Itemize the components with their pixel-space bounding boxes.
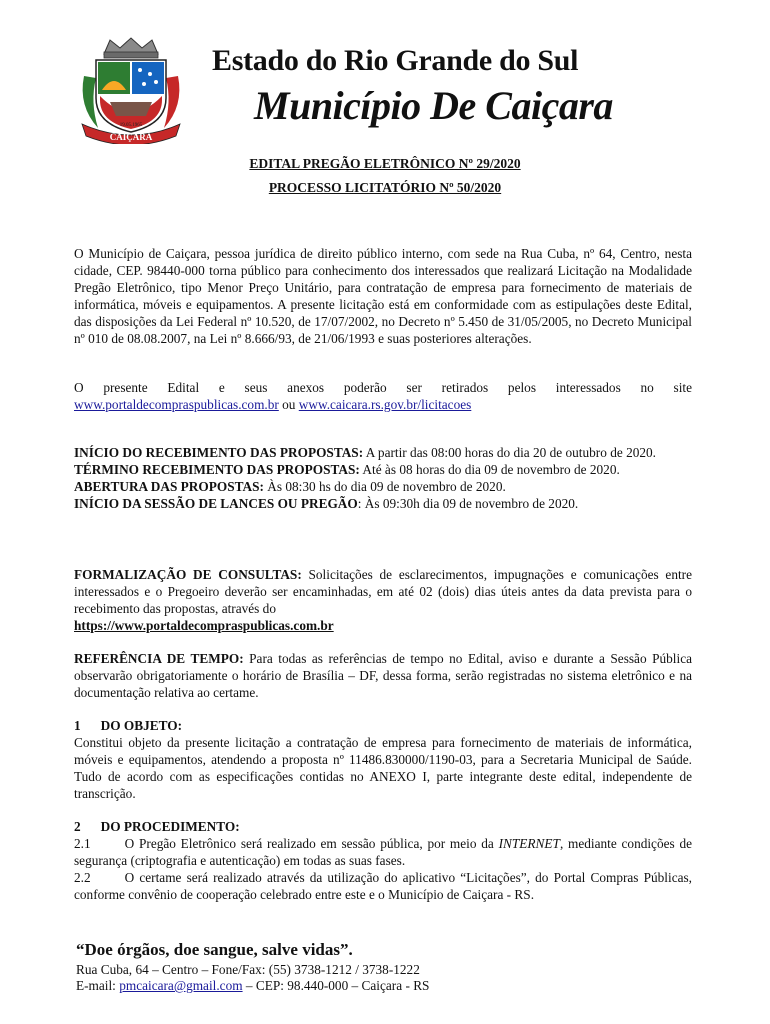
consultas-paragraph: FORMALIZAÇÃO DE CONSULTAS: Solicitações de esclarecimentos, impugnações e comunicações entre interessados e o Pregoeiro deverão ser encaminhadas, em até 02 (dois) dias úteis antes da data prevista para o recebimento das propostas, através do https://www.portaldecompraspublicas.com.br: [74, 567, 692, 633]
objeto-title: DO OBJETO:: [100, 718, 183, 733]
municipal-coat-of-arms: [76, 36, 186, 144]
municipality-heading: Município De Caiçara: [254, 83, 613, 128]
email-link[interactable]: pmcaicara@gmail.com: [119, 978, 243, 993]
footer-address: Rua Cuba, 64 – Centro – Fone/Fax: (55) 3738-1212 / 3738-1222: [76, 962, 420, 977]
consultas-label: FORMALIZAÇÃO DE CONSULTAS:: [74, 567, 302, 582]
footer-motto: “Doe órgãos, doe sangue, salve vidas”.: [76, 940, 353, 959]
tempo-paragraph: REFERÊNCIA DE TEMPO: Para todas as referências de tempo no Edital, aviso e durante a Sessão Pública observarão obrigatoriamente o horário de Brasília – DF, dessa forma, serão registradas no sistema eletrônico e na documentação relativa ao certame.: [74, 651, 692, 700]
caicara-link[interactable]: www.caicara.rs.gov.br/licitacoes: [298, 396, 472, 412]
objeto-number: 1: [74, 718, 81, 733]
svg-text:19.05.1965: 19.05.1965: [119, 123, 143, 128]
objeto-section: [74, 718, 692, 803]
anexos-paragraph: O presente Edital e seus anexos poderão ser retirados pelos interessados no site www.portaldecompraspublicas.com.br ou www.caicara.rs.gov.br/licitacoes: [74, 380, 692, 412]
procedimento-item-2-2: 2.2 O certame será realizado através da utilização do aplicativo “Licitações”, do Portal Compras Públicas, conforme convênio de cooperação celebrado entre este e o Município de Caiçara - RS.: [74, 869, 692, 902]
edital-title: EDITAL PREGÃO ELETRÔNICO Nº 29/2020: [249, 156, 521, 171]
objeto-text: Constitui objeto da presente licitação a contratação de empresa para fornecimento de materiais de informática, móveis e equipamentos, atendendo a proposta nº 11486.830000/1190-03, para a Secretaria Municipal de Saúde. Tudo de acordo com as especificações contidas no ANEXO I, parte integrante deste edital, independente de transcrição.: [74, 734, 692, 801]
anexos-text: O presente Edital e seus anexos poderão ser retirados pelos interessados no site: [74, 380, 692, 395]
svg-text:CAIÇARA: CAIÇARA: [109, 132, 153, 142]
procedimento-title: DO PROCEDIMENTO:: [100, 819, 240, 834]
dates-section: INÍCIO DO RECEBIMENTO DAS PROPOSTAS: A partir das 08:00 horas do dia 20 de outubro de 2020. TÉRMINO RECEBIMENTO DAS PROPOSTAS: Até às 08 horas do dia 09 de novembro de 2020. ABERTURA DAS PROPOSTAS: Às 08:30 hs do dia 09 de novembro de 2020. INÍCIO DA SESSÃO DE LANCES OU PREGÃO: Às 09:30h dia 09 de novembro de 2020.: [74, 445, 656, 511]
tempo-label: REFERÊNCIA DE TEMPO:: [74, 651, 244, 666]
procedimento-section: [74, 819, 692, 904]
state-heading: Estado do Rio Grande do Sul: [212, 44, 579, 77]
abertura-label: ABERTURA DAS PROPOSTAS:: [74, 478, 264, 494]
procedimento-item-2-1: 2.1 O Pregão Eletrônico será realizado em sessão pública, por meio da INTERNET, mediante condições de segurança (criptografia e autenticação) em todas as suas fases.: [74, 835, 693, 868]
portal-link[interactable]: www.portaldecompraspublicas.com.br: [74, 396, 279, 412]
sessao-label: INÍCIO DA SESSÃO DE LANCES OU PREGÃO: [74, 495, 358, 511]
procedimento-number: 2: [74, 819, 81, 834]
footer-contact: E-mail: pmcaicara@gmail.com – CEP: 98.440-000 – Caiçara - RS: [76, 978, 430, 993]
intro-paragraph: O Município de Caiçara, pessoa jurídica de direito público interno, com sede na Rua Cuba, nº 64, Centro, nesta cidade, CEP. 98440-000 torna público para conhecimento dos interessados que realizará Licitação na Modalidade Pregão Eletrônico, tipo Menor Preço Unitário, para contratação de empresa para fornecimento de materiais de informática, móveis e equipamentos. A presente licitação está em conformidade com as estipulações deste Edital, das disposições da Lei Federal nº 10.520, de 17/07/2002, no Decreto nº 5.450 de 31/05/2005, no Decreto Municipal nº 010 de 08.08.2007, na Lei nº 8.666/93, de 21/06/1993 e suas posteriores alterações.: [74, 246, 692, 346]
consultas-link[interactable]: https://www.portaldecompraspublicas.com.br: [74, 617, 334, 633]
termino-label: TÉRMINO RECEBIMENTO DAS PROPOSTAS:: [74, 461, 360, 477]
inicio-label: INÍCIO DO RECEBIMENTO DAS PROPOSTAS:: [74, 445, 364, 460]
processo-title: PROCESSO LICITATÓRIO Nº 50/2020: [268, 180, 502, 195]
